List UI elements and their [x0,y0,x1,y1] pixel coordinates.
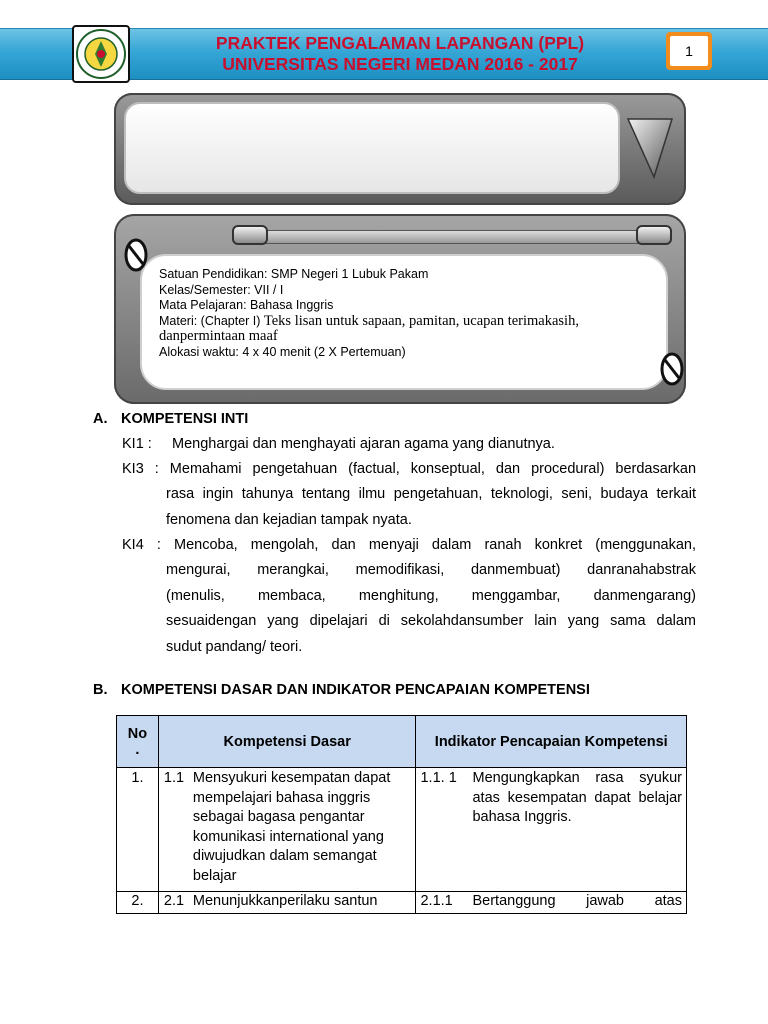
slash-screw-icon [124,238,148,272]
ki3-line3: fenomena dan kejadian tampak nyata. [166,511,412,528]
ki4-continuation [166,558,696,660]
info-satuan: Satuan Pendidikan: SMP Negeri 1 Lubuk Pakam [159,267,429,281]
decorative-title-panel [114,93,686,205]
title-panel-screen [124,102,620,194]
slash-screw-icon [660,352,684,386]
university-logo [72,25,130,83]
info-materi-text2: danpermintaan maaf [159,328,278,344]
info-alokasi: Alokasi waktu: 4 x 40 menit (2 X Pertemuan) [159,344,406,359]
section-b-title: KOMPETENSI DASAR DAN INDIKATOR PENCAPAIAN KOMPETENSI [121,682,590,698]
ki4-paragraph [122,533,696,559]
unimed-logo-icon [74,27,128,81]
header-title-line1: PRAKTEK PENGALAMAN LAPANGAN (PPL) [215,33,585,53]
section-a-title: KOMPETENSI INTI [121,411,249,427]
section-b-letter: B. [93,682,108,698]
indicator-text: Bertanggung jawab atas [472,893,682,909]
header-title-line2: UNIVERSITAS NEGERI MEDAN 2016 - 2017 [222,54,578,74]
page-number-box [666,32,712,70]
ki4-line5: sudut pandang/ teori. [166,638,303,655]
ki3-continuation [166,482,696,533]
kd-text: Mensyukuri kesempatan dapat mempelajari bahasa inggris sebagai bagasa pengantar komunikasi international yang diwujudkan dalam semangat belajar [192,770,391,884]
info-materi-text1: Teks lisan untuk sapaan, pamitan, ucapan terimakasih, [263,312,579,329]
ki1-paragraph [122,432,696,458]
kd-number: 1.1 [163,770,185,786]
competency-table [116,715,687,914]
section-a-letter: A. [93,411,108,427]
triangle-arrow-icon [624,113,676,183]
table-row [117,892,687,914]
table-header-row [117,716,687,768]
ki3-line2: rasa ingin tahunya tentang ilmu pengetahuan, teknologi, seni, budaya terkait [166,486,696,502]
ki1-text: Menghargai dan menghayati ajaran agama yang dianutnya. [172,436,555,452]
ki4-line4: sesuaidengan yang dipelajari di sekolahdansumber lain yang sama dalam [166,613,696,629]
page-number: 1 [670,36,708,66]
row-indicator [416,892,687,914]
panel-knob-left [232,225,268,245]
indicator-number: 1.1. 1 [420,770,457,786]
section-b-heading [93,680,590,700]
panel-knob-right [636,225,672,245]
info-materi [159,314,659,330]
row-kd [158,768,416,892]
table-header-kd: Kompetensi Dasar [158,716,416,768]
lesson-info [159,267,659,360]
row-no: 2. [117,892,159,914]
row-indicator [416,768,687,892]
ki3-paragraph [122,457,696,483]
indicator-number: 2.1.1 [420,893,453,909]
ki3-label: KI3 : [122,461,159,477]
indicator-text: Mengungkapkan rasa syukur atas kesempatan dapat belajar bahasa Inggris. [472,770,682,825]
ki4-line1: KI4 : Mencoba, mengolah, dan menyaji dalam ranah konkret (menggunakan, [122,537,697,553]
row-no: 1. [117,768,159,892]
panel-rail [234,230,654,244]
info-kelas: Kelas/Semester: VII / I [159,282,284,297]
info-mapel: Mata Pelajaran: Bahasa Inggris [159,298,334,312]
header-title [150,33,650,75]
section-a-heading [93,409,248,429]
ki3-line1: KI3 : Memahami pengetahuan (factual, konseptual, dan procedural) berdasarkan [122,461,697,477]
ki4-line3: (menulis, membaca, menghitung, menggambar, danmengarang) [166,587,696,604]
ki4-line2: mengurai, merangkai, memodifikasi, danmembuat) danranahabstrak [166,562,696,578]
ki1-label: KI1 : [122,436,152,452]
table-header-no: No . [117,716,159,768]
row-kd [158,892,416,914]
table-row [117,768,687,892]
ki4-label: KI4 : [122,537,161,553]
kd-text: Menunjukkanperilaku santun [192,893,378,909]
kd-number: 2.1 [163,893,185,909]
info-materi-label: Materi: (Chapter I) [159,313,264,328]
table-header-indicator: Indikator Pencapaian Kompetensi [416,716,687,768]
